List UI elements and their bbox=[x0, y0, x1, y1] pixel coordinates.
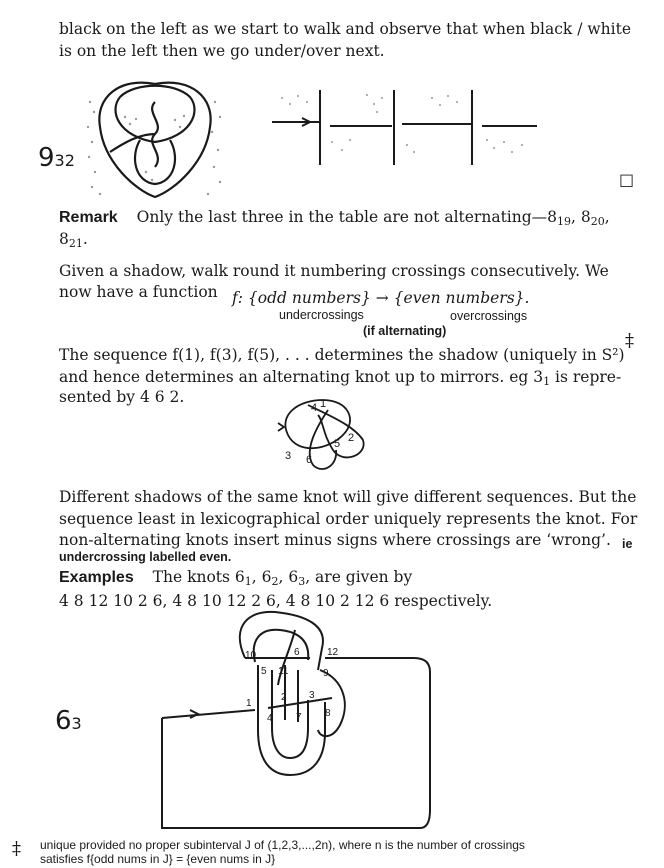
remark-line-2: $8_{21}$. bbox=[59, 230, 88, 250]
different-line-2: sequence least in lexicographical order uniquely represents the knot. For bbox=[59, 510, 638, 528]
trefoil-label-5: 5 bbox=[334, 438, 341, 450]
end-of-proof-box: □ bbox=[619, 170, 635, 189]
six3-label-1: 1 bbox=[246, 698, 252, 709]
six3-label-7: 7 bbox=[296, 712, 302, 723]
trefoil-label-6: 6 bbox=[306, 454, 313, 466]
remark-line-1: Remark Only the last three in the table are not $alternating—8_{19}$, $8_{20}$, bbox=[59, 208, 610, 228]
knot-label-6-3: 63 bbox=[55, 706, 82, 736]
shadow-line-1: Given a shadow, walk round it numbering crossings consecutively. We bbox=[59, 262, 609, 280]
trefoil-label-2: 2 bbox=[348, 432, 355, 444]
trefoil-label-1: 1 bbox=[320, 398, 327, 410]
knot-label-9-32: 932 bbox=[38, 143, 75, 173]
sequence-line-2: and hence determines an alternating knot up to mirrors. eg $3_1$ is repre- bbox=[59, 368, 622, 388]
remark-heading: Remark bbox=[59, 209, 118, 226]
function-expression: f: {odd numbers} → {even numbers}. bbox=[232, 289, 530, 307]
knot-6-3-drawing bbox=[150, 610, 450, 840]
six3-label-9: 9 bbox=[323, 668, 329, 679]
six3-label-12: 12 bbox=[327, 647, 339, 658]
six3-label-2: 2 bbox=[281, 692, 287, 703]
sequence-line-3: sented by 4 6 2. bbox=[59, 388, 185, 406]
intro-line-2: is on the left then we go under/over next. bbox=[59, 42, 385, 60]
footnote-dagger: ‡ bbox=[12, 838, 21, 859]
different-line-1: Different shadows of the same knot will give different sequences. But the bbox=[59, 488, 637, 506]
six3-label-3: 3 bbox=[309, 690, 315, 701]
six3-label-8: 8 bbox=[325, 708, 331, 719]
label-if-alternating: (if alternating) bbox=[363, 324, 447, 338]
trefoil-label-3: 3 bbox=[285, 450, 292, 462]
intro-line-1: black on the left as we start to walk and observe that when black / white bbox=[59, 20, 631, 38]
six3-label-5: 5 bbox=[261, 666, 267, 677]
six3-label-4: 4 bbox=[267, 713, 273, 724]
label-undercrossings: undercrossings bbox=[279, 308, 364, 322]
trefoil-label-4: 4 bbox=[311, 402, 318, 414]
shadow-line-2: now have a function bbox=[59, 283, 218, 301]
examples-sequences: 4 8 12 10 2 6, 4 8 10 12 2 6, 4 8 10 2 12 6 respectively. bbox=[59, 592, 493, 610]
examples-line-1: Examples The knots $6_1$, $6_2$, $6_3$, are given by bbox=[59, 568, 413, 588]
dagger-mark: ‡ bbox=[625, 330, 634, 351]
six3-label-10: 10 bbox=[245, 650, 257, 661]
six3-label-6: 6 bbox=[294, 647, 300, 658]
label-overcrossings: overcrossings bbox=[450, 309, 528, 323]
note-ie: ie bbox=[622, 537, 633, 551]
crossing-strip-diagram bbox=[272, 90, 542, 170]
examples-heading: Examples bbox=[59, 569, 134, 586]
different-line-3: non-alternating knots insert minus signs where crossings are ‘wrong’. bbox=[59, 531, 611, 549]
six3-label-11: 11 bbox=[278, 666, 289, 677]
footnote-line-1: unique provided no proper subinterval J of (1,2,3,...,2n), where n is the number of crossings bbox=[40, 838, 525, 852]
footnote-line-2: satisfies f{odd nums in J} = {even nums in J} bbox=[40, 852, 276, 866]
note-undercrossing-even: undercrossing labelled even. bbox=[59, 550, 232, 564]
knot-9-32-drawing bbox=[80, 72, 230, 207]
sequence-line-1: The sequence f(1), f(3), f(5), . . . determines the shadow (uniquely in S²) bbox=[59, 346, 625, 364]
